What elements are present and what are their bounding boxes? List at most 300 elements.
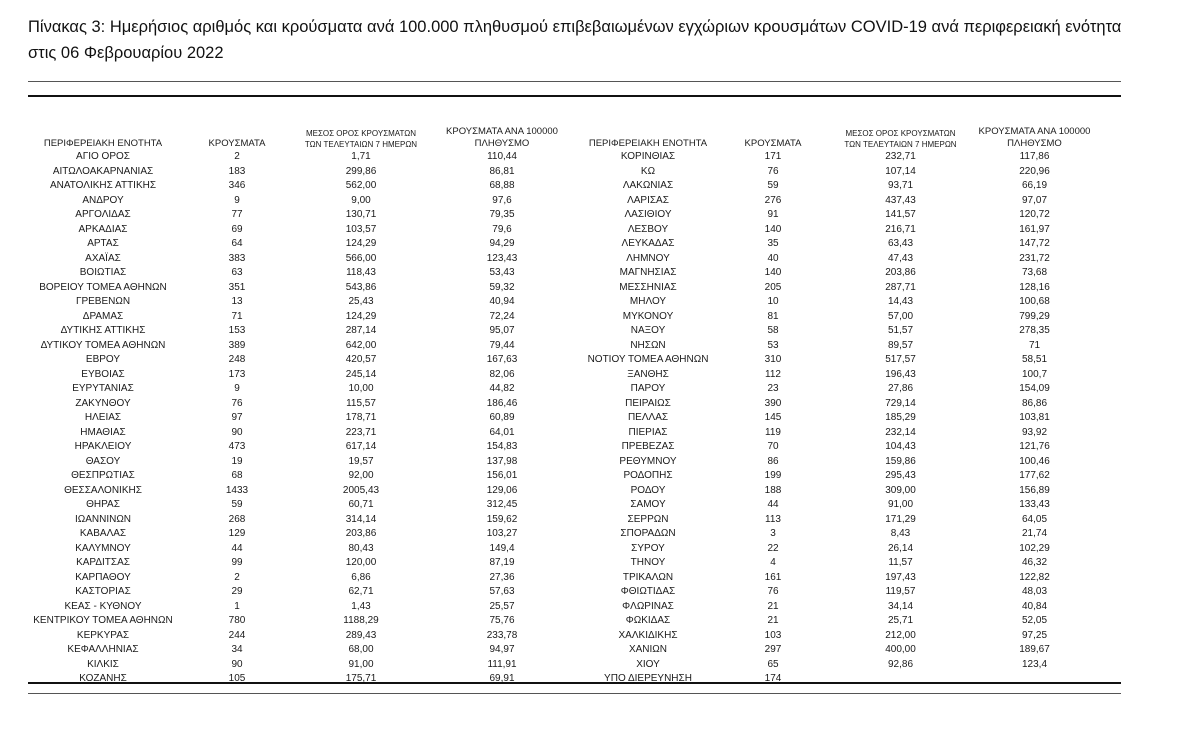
cell-cases-left: 63 [231, 267, 243, 279]
cell-cases-left: 99 [231, 557, 243, 569]
cell-per100k-left: 86,81 [489, 165, 515, 177]
bottom-rule-2 [28, 693, 1121, 694]
cell-per100k-right: 86,86 [1021, 397, 1048, 409]
cell-avg7-left: 1,71 [351, 151, 371, 163]
cell-region-right: ΧΑΛΚΙΔΙΚΗΣ [618, 629, 678, 641]
cell-cases-right: 145 [764, 412, 782, 424]
cell-cases-left: 780 [228, 615, 246, 627]
cell-cases-right: 21 [767, 615, 779, 627]
cell-region-right: ΛΕΥΚΑΔΑΣ [621, 238, 675, 250]
cell-avg7-right: 203,86 [885, 267, 916, 279]
table-row [28, 426, 1121, 441]
cell-per100k-left: 156,01 [486, 470, 518, 482]
cell-per100k-left: 79,35 [489, 209, 515, 221]
cell-cases-left: 1 [234, 600, 240, 612]
cell-avg7-left: 223,71 [345, 426, 377, 438]
cell-per100k-left: 186,46 [486, 397, 518, 409]
cell-region-left: ΚΟΖΑΝΗΣ [79, 673, 127, 685]
cell-avg7-left: 314,14 [345, 513, 377, 525]
table-row [28, 614, 1121, 629]
cell-region-right: ΣΑΜΟΥ [630, 499, 666, 511]
cell-avg7-right: 107,14 [885, 165, 916, 177]
cell-per100k-right: 121,76 [1019, 441, 1050, 453]
cell-avg7-right: 232,71 [885, 151, 916, 163]
cell-avg7-left: 19,57 [348, 455, 374, 467]
cell-per100k-left: 64,01 [489, 426, 515, 438]
cell-avg7-left: 245,14 [345, 368, 377, 380]
cell-region-right: ΠΡΕΒΕΖΑΣ [621, 441, 675, 453]
cell-region-left: ΗΡΑΚΛΕΙΟΥ [74, 441, 132, 453]
cell-per100k-left: 312,45 [486, 499, 518, 511]
cell-region-right: ΣΥΡΟΥ [631, 542, 665, 554]
cell-per100k-left: 97,6 [492, 194, 512, 206]
cell-avg7-left: 60,71 [348, 499, 374, 511]
cell-cases-left: 129 [228, 528, 246, 540]
header-region-left: ΠΕΡΙΦΕΡΕΙΑΚΗ ΕΝΟΤΗΤΑ [43, 138, 163, 149]
covid-cases-table [28, 120, 1121, 687]
cell-avg7-right: 14,43 [887, 296, 914, 308]
table-row [28, 266, 1121, 281]
cell-avg7-right: 171,29 [885, 513, 916, 525]
cell-per100k-left: 79,6 [492, 223, 512, 235]
cell-cases-right: 112 [765, 368, 781, 380]
cell-region-left: ΚΕΝΤΡΙΚΟΥ ΤΟΜΕΑ ΑΘΗΝΩΝ [33, 615, 173, 627]
table-row [28, 658, 1121, 673]
cell-avg7-left: 562,00 [345, 180, 377, 192]
cell-avg7-right: 34,14 [887, 600, 914, 612]
cell-region-right: ΠΕΙΡΑΙΩΣ [625, 397, 671, 409]
cell-region-left: ΘΕΣΣΑΛΟΝΙΚΗΣ [64, 484, 142, 496]
table-row [28, 585, 1121, 600]
cell-avg7-right: 517,57 [885, 354, 916, 366]
cell-per100k-right: 58,51 [1021, 354, 1048, 366]
cell-avg7-left: 9,00 [351, 194, 371, 206]
cell-region-left: ΗΛΕΙΑΣ [84, 412, 122, 424]
header-avg-left [296, 128, 426, 150]
table-row [28, 397, 1121, 412]
cell-region-left: ΑΡΚΑΔΙΑΣ [78, 223, 128, 235]
cell-cases-left: 268 [228, 513, 246, 525]
cell-cases-left: 13 [231, 296, 243, 308]
cell-region-left: ΘΗΡΑΣ [86, 499, 120, 511]
cell-region-left: ΚΕΑΣ - ΚΥΘΝΟΥ [64, 600, 142, 612]
cell-cases-left: 351 [228, 281, 246, 293]
table-row [28, 440, 1121, 455]
cell-per100k-left: 44,82 [489, 383, 515, 395]
cell-per100k-right: 799,29 [1019, 310, 1050, 322]
table-row [28, 382, 1121, 397]
table-row [28, 353, 1121, 368]
cell-per100k-left: 82,06 [489, 368, 515, 380]
cell-region-left: ΚΑΣΤΟΡΙΑΣ [75, 586, 131, 598]
cell-per100k-right: 71 [1028, 339, 1041, 351]
cell-region-left: ΚΑΒΑΛΑΣ [79, 528, 127, 540]
cell-per100k-left: 123,43 [486, 252, 518, 264]
cell-region-right: ΥΠΟ ΔΙΕΡΕΥΝΗΣΗ [604, 673, 692, 685]
cell-region-left: ΒΟΡΕΙΟΥ ΤΟΜΕΑ ΑΘΗΝΩΝ [39, 281, 167, 293]
cell-avg7-right: 185,29 [885, 412, 916, 424]
cell-cases-right: 390 [764, 397, 782, 409]
cell-avg7-left: 10,00 [348, 383, 374, 395]
cell-avg7-left: 642,00 [345, 339, 377, 351]
table-row [28, 339, 1121, 354]
cell-avg7-right: 47,43 [887, 252, 914, 264]
cell-per100k-right: 189,67 [1019, 644, 1050, 656]
cell-avg7-left: 1188,29 [343, 615, 379, 627]
cell-avg7-left: 92,00 [348, 470, 374, 482]
header-rule [28, 95, 1121, 97]
cell-per100k-left: 75,76 [489, 615, 515, 627]
cell-cases-left: 34 [231, 644, 243, 656]
cell-avg7-left: 6,86 [351, 571, 371, 583]
cell-cases-left: 473 [228, 441, 246, 453]
top-rule [28, 81, 1121, 82]
cell-per100k-left: 57,63 [489, 586, 515, 598]
table-row [28, 498, 1121, 513]
table-row [28, 600, 1121, 615]
cell-per100k-right: 64,05 [1021, 513, 1048, 525]
cell-region-left: ΑΓΙΟ ΟΡΟΣ [76, 151, 130, 163]
cell-avg7-right: 104,43 [885, 441, 916, 453]
cell-cases-right: 310 [764, 354, 782, 366]
cell-per100k-left: 233,78 [486, 629, 518, 641]
cell-per100k-right: 40,84 [1021, 600, 1048, 612]
header-avg-right-line1: ΜΕΣΟΣ ΟΡΟΣ ΚΡΟΥΣΜΑΤΩΝ [845, 129, 956, 138]
cell-cases-left: 183 [228, 165, 246, 177]
cell-region-left: ΔΡΑΜΑΣ [82, 310, 124, 322]
cell-avg7-right: 196,43 [885, 368, 916, 380]
cell-region-right: ΛΑΚΩΝΙΑΣ [622, 180, 674, 192]
cell-cases-right: 4 [770, 557, 776, 569]
cell-avg7-right: 92,86 [887, 658, 914, 670]
cell-cases-left: 44 [231, 542, 243, 554]
table-row [28, 150, 1121, 165]
cell-avg7-left: 124,29 [345, 238, 377, 250]
cell-region-right: ΛΗΜΝΟΥ [626, 252, 670, 264]
cell-region-right: ΧΙΟΥ [636, 658, 660, 670]
cell-per100k-right: 48,03 [1021, 586, 1048, 598]
cell-region-left: ΚΑΡΠΑΘΟΥ [75, 571, 131, 583]
cell-cases-right: 21 [767, 600, 779, 612]
table-row [28, 252, 1121, 267]
cell-region-right: ΝΗΣΩΝ [630, 339, 666, 351]
cell-avg7-left: 115,57 [346, 397, 376, 409]
cell-per100k-left: 72,24 [489, 310, 515, 322]
cell-cases-left: 173 [228, 368, 246, 380]
cell-region-left: ΚΕΡΚΥΡΑΣ [76, 629, 130, 641]
cell-per100k-right: 46,32 [1021, 557, 1048, 569]
cell-avg7-right: 216,71 [885, 223, 916, 235]
cell-avg7-left: 287,14 [345, 325, 377, 337]
table-row [28, 629, 1121, 644]
table-row [28, 513, 1121, 528]
cell-per100k-left: 68,88 [489, 180, 515, 192]
cell-cases-right: 44 [767, 499, 779, 511]
cell-region-left: ΕΒΡΟΥ [85, 354, 121, 366]
cell-avg7-left: 68,00 [348, 644, 374, 656]
cell-per100k-left: 167,63 [486, 354, 518, 366]
cell-region-right: ΝΑΞΟΥ [630, 325, 666, 337]
cell-region-left: ΓΡΕΒΕΝΩΝ [75, 296, 131, 308]
table-row [28, 672, 1121, 687]
cell-avg7-left: 91,00 [348, 658, 374, 670]
cell-avg7-left: 178,71 [345, 412, 377, 424]
cell-region-right: ΡΟΔΟΠΗΣ [623, 470, 673, 482]
cell-avg7-right: 89,57 [887, 339, 914, 351]
table-row [28, 194, 1121, 209]
cell-avg7-right: 287,71 [885, 281, 916, 293]
cell-cases-right: 113 [765, 513, 781, 525]
table-body [28, 150, 1121, 687]
cell-region-left: ΚΕΦΑΛΛΗΝΙΑΣ [67, 644, 139, 656]
cell-cases-left: 244 [228, 629, 246, 641]
cell-avg7-right: 729,14 [885, 397, 916, 409]
table-row [28, 455, 1121, 470]
cell-avg7-right: 11,57 [888, 557, 913, 569]
cell-per100k-left: 129,06 [486, 484, 518, 496]
cell-avg7-right: 295,43 [885, 470, 916, 482]
cell-region-right: ΛΑΣΙΘΙΟΥ [624, 209, 672, 221]
cell-per100k-left: 25,57 [489, 600, 515, 612]
cell-region-right: ΦΘΙΩΤΙΔΑΣ [620, 586, 676, 598]
cell-per100k-right: 100,7 [1021, 368, 1048, 380]
cell-per100k-left: 94,97 [489, 644, 515, 656]
cell-region-right: ΤΗΝΟΥ [630, 557, 666, 569]
cell-per100k-right: 156,89 [1019, 484, 1050, 496]
cell-region-left: ΑΧΑΪΑΣ [85, 252, 121, 264]
cell-cases-left: 389 [228, 339, 246, 351]
cell-per100k-right: 278,35 [1019, 325, 1050, 337]
table-row [28, 179, 1121, 194]
cell-region-left: ΔΥΤΙΚΟΥ ΤΟΜΕΑ ΑΘΗΝΩΝ [40, 339, 166, 351]
cell-avg7-left: 420,57 [345, 354, 377, 366]
cell-per100k-right: 102,29 [1019, 542, 1050, 554]
cell-region-left: ΗΜΑΘΙΑΣ [80, 426, 126, 438]
table-row [28, 556, 1121, 571]
cell-avg7-left: 103,57 [345, 223, 377, 235]
cell-region-right: ΠΙΕΡΙΑΣ [628, 426, 668, 438]
cell-cases-right: 76 [767, 586, 779, 598]
cell-per100k-left: 110,44 [487, 151, 517, 163]
cell-cases-left: 69 [231, 223, 243, 235]
table-row [28, 310, 1121, 325]
cell-per100k-left: 27,36 [489, 571, 515, 583]
cell-cases-left: 71 [231, 310, 243, 322]
cell-region-right: ΡΕΘΥΜΝΟΥ [619, 455, 677, 467]
table-row [28, 165, 1121, 180]
cell-per100k-right: 103,81 [1019, 412, 1050, 424]
cell-per100k-right: 73,68 [1021, 267, 1048, 279]
cell-cases-left: 64 [231, 238, 243, 250]
cell-avg7-left: 2005,43 [342, 484, 380, 496]
cell-cases-right: 161 [764, 571, 782, 583]
cell-cases-right: 86 [767, 455, 779, 467]
header-region-right: ΠΕΡΙΦΕΡΕΙΑΚΗ ΕΝΟΤΗΤΑ [588, 138, 708, 149]
cell-region-right: ΜΑΓΝΗΣΙΑΣ [619, 267, 677, 279]
cell-avg7-left: 118,43 [346, 267, 376, 279]
cell-cases-right: 53 [767, 339, 779, 351]
cell-per100k-left: 103,27 [486, 528, 518, 540]
cell-avg7-left: 80,43 [348, 542, 374, 554]
table-row [28, 295, 1121, 310]
header-avg-left-line1: ΜΕΣΟΣ ΟΡΟΣ ΚΡΟΥΣΜΑΤΩΝ [305, 129, 417, 138]
cell-avg7-right: 141,57 [885, 209, 916, 221]
cell-region-left: ΒΟΙΩΤΙΑΣ [79, 267, 127, 279]
cell-cases-right: 70 [767, 441, 779, 453]
cell-per100k-left: 87,19 [489, 557, 515, 569]
cell-region-left: ΑΝΔΡΟΥ [82, 194, 124, 206]
cell-cases-left: 90 [231, 658, 243, 670]
cell-region-right: ΝΟΤΙΟΥ ΤΟΜΕΑ ΑΘΗΝΩΝ [587, 354, 709, 366]
cell-cases-right: 10 [767, 296, 779, 308]
cell-avg7-right: 212,00 [885, 629, 916, 641]
cell-per100k-left: 60,89 [489, 412, 515, 424]
cell-per100k-left: 53,43 [489, 267, 515, 279]
cell-cases-left: 59 [231, 499, 243, 511]
cell-avg7-left: 543,86 [345, 281, 377, 293]
table-row [28, 469, 1121, 484]
table-row [28, 223, 1121, 238]
cell-avg7-right: 232,14 [885, 426, 916, 438]
cell-region-right: ΜΕΣΣΗΝΙΑΣ [619, 281, 677, 293]
cell-per100k-right: 133,43 [1019, 499, 1050, 511]
cell-cases-left: 9 [234, 194, 240, 206]
cell-region-right: ΚΩ [640, 165, 656, 177]
cell-cases-right: 58 [767, 325, 779, 337]
table-row [28, 643, 1121, 658]
cell-cases-right: 174 [764, 673, 782, 685]
cell-avg7-left: 1,43 [351, 600, 371, 612]
cell-cases-left: 1433 [225, 484, 249, 496]
cell-per100k-left: 40,94 [489, 296, 515, 308]
cell-cases-right: 199 [764, 470, 782, 482]
cell-avg7-left: 566,00 [345, 252, 377, 264]
header-per100k-right [973, 126, 1096, 150]
cell-per100k-left: 154,83 [486, 441, 518, 453]
cell-cases-right: 171 [764, 151, 782, 163]
cell-cases-left: 248 [228, 354, 246, 366]
cell-cases-left: 2 [234, 571, 240, 583]
cell-avg7-right: 91,00 [887, 499, 914, 511]
cell-per100k-left: 79,44 [489, 339, 515, 351]
cell-cases-left: 105 [228, 673, 246, 685]
cell-avg7-left: 299,86 [345, 165, 377, 177]
header-avg-left-line2: ΤΩΝ ΤΕΛΕΥΤΑΙΩΝ 7 ΗΜΕΡΩΝ [304, 140, 418, 149]
cell-region-right: ΦΛΩΡΙΝΑΣ [622, 600, 674, 612]
cell-per100k-right: 177,62 [1019, 470, 1050, 482]
table-row [28, 208, 1121, 223]
cell-avg7-right: 63,43 [887, 238, 914, 250]
cell-avg7-right: 57,00 [887, 310, 914, 322]
cell-per100k-left: 149,4 [489, 542, 515, 554]
cell-per100k-right: 97,25 [1021, 629, 1048, 641]
cell-region-left: ΙΩΑΝΝΙΝΩΝ [74, 513, 132, 525]
cell-avg7-right: 26,14 [887, 542, 914, 554]
cell-avg7-left: 124,29 [345, 310, 377, 322]
cell-cases-right: 297 [764, 644, 782, 656]
cell-cases-right: 140 [764, 267, 782, 279]
cell-cases-right: 140 [764, 223, 782, 235]
cell-cases-right: 76 [767, 165, 779, 177]
cell-avg7-left: 203,86 [345, 528, 377, 540]
cell-per100k-right: 93,92 [1021, 426, 1048, 438]
cell-avg7-right: 159,86 [885, 455, 916, 467]
cell-cases-left: 9 [234, 383, 240, 395]
cell-per100k-left: 95,07 [489, 325, 515, 337]
cell-avg7-right: 8,43 [890, 528, 911, 540]
table-row [28, 527, 1121, 542]
cell-cases-left: 153 [228, 325, 246, 337]
cell-cases-right: 35 [767, 238, 779, 250]
cell-avg7-right: 51,57 [887, 325, 914, 337]
cell-cases-right: 276 [764, 194, 782, 206]
header-per100k-right-line1: ΚΡΟΥΣΜΑΤΑ ΑΝΑ 100000 [978, 126, 1091, 137]
cell-cases-right: 81 [767, 310, 779, 322]
cell-region-right: ΜΗΛΟΥ [629, 296, 667, 308]
cell-avg7-left: 120,00 [345, 557, 377, 569]
cell-region-left: ΕΥΒΟΙΑΣ [81, 368, 125, 380]
cell-region-left: ΚΑΛΥΜΝΟΥ [75, 542, 131, 554]
cell-cases-left: 346 [228, 180, 246, 192]
cell-per100k-right: 123,4 [1021, 658, 1048, 670]
cell-per100k-left: 94,29 [489, 238, 515, 250]
cell-region-left: ΚΑΡΔΙΤΣΑΣ [76, 557, 130, 569]
cell-region-left: ΑΝΑΤΟΛΙΚΗΣ ΑΤΤΙΚΗΣ [49, 180, 157, 192]
cell-region-left: ΚΙΛΚΙΣ [87, 658, 119, 670]
table-row [28, 368, 1121, 383]
cell-per100k-right: 120,72 [1019, 209, 1050, 221]
cell-per100k-right: 161,97 [1019, 223, 1050, 235]
cell-region-right: ΦΩΚΙΔΑΣ [625, 615, 671, 627]
cell-cases-left: 29 [231, 586, 243, 598]
cell-cases-left: 90 [231, 426, 243, 438]
table-row [28, 281, 1121, 296]
cell-per100k-right: 122,82 [1019, 571, 1050, 583]
cell-region-left: ΘΑΣΟΥ [85, 455, 121, 467]
cell-per100k-left: 111,91 [487, 658, 517, 670]
cell-cases-left: 97 [231, 412, 243, 424]
cell-avg7-right: 119,57 [885, 586, 916, 598]
cell-cases-right: 40 [767, 252, 779, 264]
cell-per100k-right: 147,72 [1019, 238, 1050, 250]
cell-avg7-right: 197,43 [885, 571, 916, 583]
table-row [28, 571, 1121, 586]
cell-cases-left: 76 [231, 397, 243, 409]
table-header-row [28, 120, 1121, 150]
cell-region-right: ΠΕΛΛΑΣ [627, 412, 669, 424]
header-cases-right: ΚΡΟΥΣΜΑΤΑ [744, 138, 802, 149]
cell-per100k-right: 128,16 [1019, 281, 1050, 293]
cell-cases-left: 77 [231, 209, 243, 221]
cell-region-left: ΘΕΣΠΡΩΤΙΑΣ [71, 470, 135, 482]
cell-avg7-left: 25,43 [348, 296, 374, 308]
cell-cases-right: 59 [767, 180, 779, 192]
table-row [28, 411, 1121, 426]
cell-region-right: ΣΠΟΡΑΔΩΝ [620, 528, 676, 540]
cell-cases-right: 3 [770, 528, 776, 540]
table-row [28, 484, 1121, 499]
cell-per100k-left: 159,62 [486, 513, 518, 525]
cell-cases-right: 23 [767, 383, 779, 395]
cell-per100k-right: 66,19 [1021, 180, 1048, 192]
cell-avg7-left: 617,14 [345, 441, 377, 453]
cell-avg7-left: 175,71 [345, 673, 377, 685]
table-caption: Πίνακας 3: Ημερήσιος αριθμός και κρούσματα ανά 100.000 πληθυσμού επιβεβαιωμένων εγχώριων κρουσμάτων COVID-19 ανά περιφερειακή ενότητα στις 06 Φεβρουαρίου 2022 [28, 18, 1122, 62]
cell-avg7-left: 289,43 [345, 629, 377, 641]
cell-region-right: ΤΡΙΚΑΛΩΝ [622, 571, 674, 583]
cell-avg7-right: 437,43 [885, 194, 916, 206]
cell-avg7-right: 93,71 [887, 180, 914, 192]
